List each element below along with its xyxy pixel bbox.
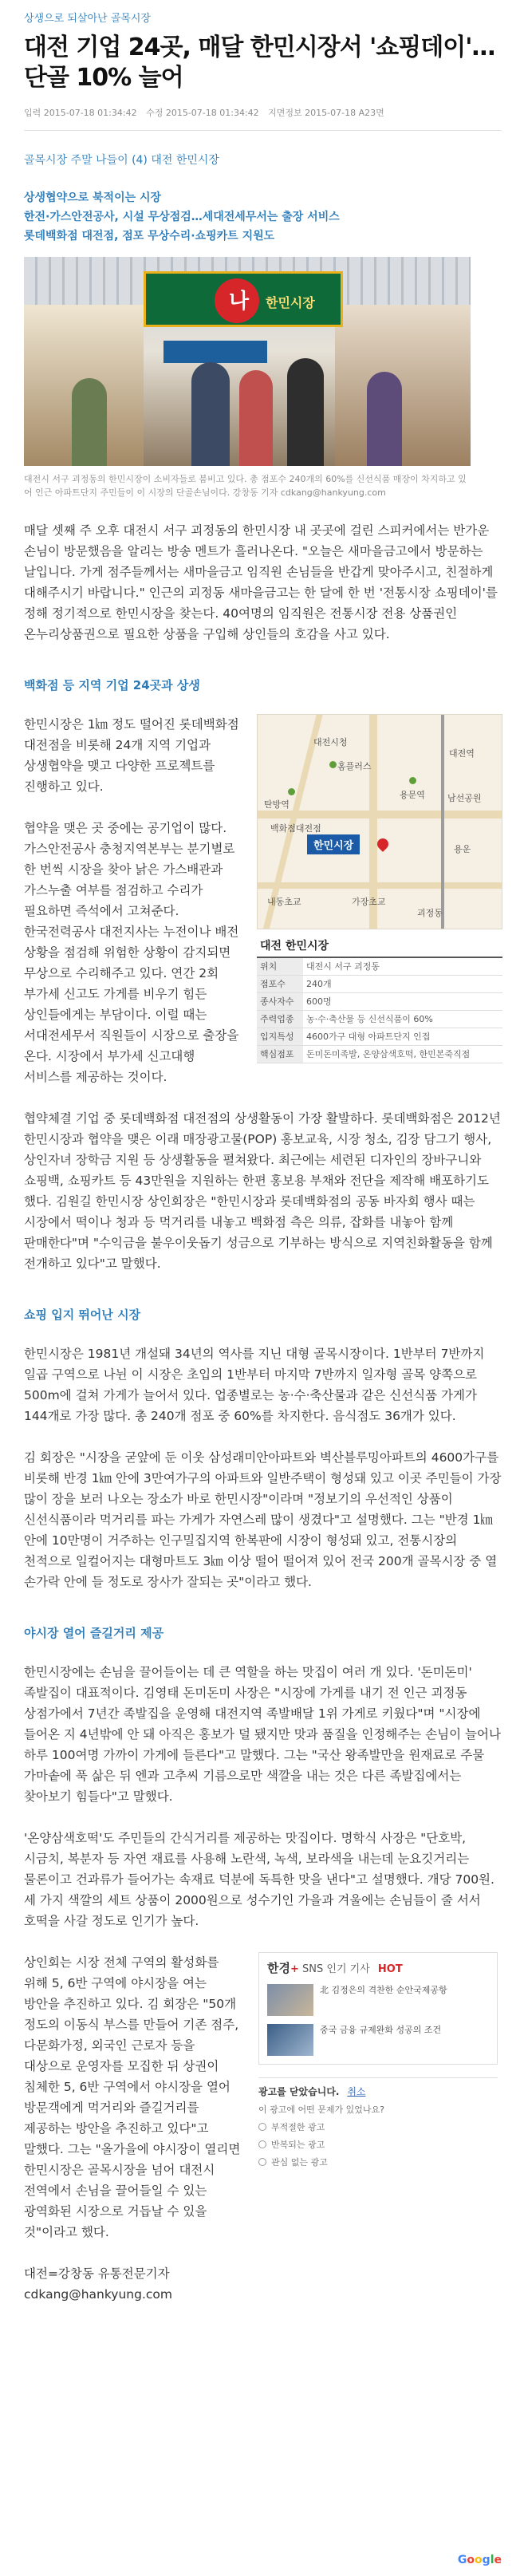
subhead: 상생협약으로 북적이는 시장 (24, 191, 162, 204)
subhead: 한전·가스안전공사, 시설 무상점검…세대전세무서는 출장 서비스 (24, 211, 340, 223)
section-with-sidebar (24, 1952, 502, 2305)
sns-article-item[interactable] (267, 2024, 489, 2056)
paragraph: '온양삼색호떡'도 주민들의 간식거리를 제공하는 맛집이다. 명학식 사장은 "단호박, 시금치, 복분자 등 자연 재료를 사용해 노란색, 녹색, 보라색을 내는데 눈요깃거리는 물론이고 건과류가 들어가는 속재료 덕분에 독특한 맛을 낸다"고 설명했다. 개당 700원. 세 가지 색깔의 세트 상품이 2000원으로 성수기인 가을과 겨울에는 손님들이 줄 서서 호떡을 사갈 정도로 인기가 높다. (24, 1831, 494, 1928)
info-value: 농·수·축산물 등 신선식품이 60% (303, 1011, 502, 1028)
info-value: 4600가구 대형 아파트단지 인접 (303, 1028, 502, 1046)
shopper (72, 378, 107, 466)
location-map[interactable] (257, 714, 502, 929)
logo-letter: l (490, 2554, 494, 2566)
google-logo (458, 2554, 502, 2566)
byline-author: 대전=강창동 유통전문기자 (24, 2266, 170, 2281)
sns-article-title: 北 김정은의 격찬한 순안국제공항 (320, 1985, 447, 1995)
shopper (287, 358, 324, 466)
date-info (24, 106, 502, 131)
sign-char: 나 (229, 290, 250, 314)
info-value: 대전시 서구 괴정동 (303, 958, 502, 976)
paragraph: 한민시장은 1㎞ 정도 떨어진 롯데백화점 대전점을 비롯해 24개 지역 기업과 상생협약을 맺고 다양한 프로젝트를 진행하고 있다. (24, 717, 239, 794)
map-label: 백화점대전점 (270, 823, 321, 834)
info-value: 600명 (303, 993, 502, 1011)
ad-undo-link[interactable]: 취소 (347, 2086, 366, 2097)
table-row (257, 993, 502, 1011)
map-label: 괴정동 (417, 908, 443, 918)
info-table (257, 958, 502, 1063)
headline: 대전 기업 24곳, 매달 한민시장서 '쇼핑데이'…단골 10% 늘어 (24, 34, 495, 92)
logo-letter: g (482, 2554, 491, 2566)
paragraph: 협약체결 기업 중 롯데백화점 대전점의 상생활동이 가장 활발하다. 롯데백화점은 2012년 한민시장과 협약을 맺은 이래 매장광고물(POP) 홍보교육, 시장 청소, 김장 담그기 행사, 상인자녀 장학금 지원 등 상생활동을 펼쳐왔다. 최근에는 세련된 디자인의 장바구니와 쇼핑백, 쇼핑카트 등 43만원을 지원하는 한편 홍보용 부채와 전단을 제작해 배포하기도 했다. 김원길 한민시장 상인회장은 "한민시장과 롯데백화점의 공동 바자회 행사 때는 시장에서 떡이나 청과 등 먹거리를 내놓고 백화점 측은 의류, 잡화를 내놓아 함께 판매한다"며 "수익금을 불우이웃돕기 성금으로 기부하는 방식으로 지역친화활동을 함께 전개하고 있다"고 말했다. (24, 1111, 501, 1271)
table-row (257, 1028, 502, 1046)
map-station (409, 777, 416, 784)
map-label: 탄방역 (264, 799, 290, 810)
byline (24, 2263, 241, 2305)
sns-article-title: 중국 금융 규제완화 성공의 조건 (320, 2025, 442, 2035)
section-heading: 백화점 등 지역 기업 24곳과 상생 (24, 678, 200, 692)
map-station (288, 788, 295, 795)
ad-option-label: 부적절한 광고 (271, 2122, 325, 2132)
section-with-infobox (24, 714, 502, 1087)
logo-letter: o (475, 2554, 483, 2566)
paragraph: 매달 셋째 주 오후 대전시 서구 괴정동의 한민시장 내 곳곳에 걸린 스피커에서는 반가운 손님이 방문했음을 알리는 방송 멘트가 흘러나온다. "오늘은 새마을금고에서 방문하는 날입니다. 가게 점주들께서는 새마을금고 임직원 손님들을 반갑게 맞아주시고, 친절하게 대해주시기 바랍니다." 인근의 괴정동 새마을금고는 한 달에 한 번 '전통시장 쇼핑데이'를 정해 정기적으로 한민시장을 찾는다. 40여명의 임직원은 전통시장 전용 상품권인 온누리상품권으로 필요한 상품을 구입해 상인들의 호감을 사고 있다. (24, 523, 498, 641)
market-infobox (257, 714, 502, 1087)
ad-closed-row (258, 2085, 498, 2098)
map-label: 남선공원 (447, 793, 482, 803)
section-text (24, 1952, 241, 2305)
hot-badge: HOT (377, 1963, 403, 1975)
table-row (257, 958, 502, 976)
logo-letter: o (467, 2554, 475, 2566)
map-label: 내동초교 (267, 897, 301, 907)
sns-popular-box (258, 1952, 498, 2065)
map-rail (441, 715, 444, 929)
table-row (257, 1011, 502, 1028)
location-pin-icon (375, 836, 391, 852)
market-sign (144, 271, 343, 327)
sns-header (267, 1959, 489, 1976)
article-thumbnail (267, 2024, 313, 2056)
ad-option[interactable] (258, 2138, 498, 2151)
paragraph: 한민시장은 1981년 개설돼 34년의 역사를 지닌 대형 골목시장이다. 1반부터 7반까지 일곱 구역으로 나뉜 이 시장은 초입의 1반부터 마지막 7반까지 일자형 골목 양쪽으로 500m에 걸쳐 가게가 늘어서 있다. 업종별로는 농·수·축산물과 같은 신선식품 가게가 144개로 가장 많다. 총 240개 점포 중 60%를 차지한다. 음식점도 36개가 있다. (24, 1347, 485, 1423)
logo-letter: G (457, 2554, 467, 2566)
subheads (24, 188, 502, 246)
info-key: 주력업종 (257, 1011, 303, 1028)
paragraph: 상인회는 시장 전체 구역의 활성화를 위해 5, 6반 구역에 야시장을 여는 방안을 추진하고 있다. 김 회장은 "50개 정도의 이동식 부스를 만들어 기존 점주, 다문화가정, 외국인 근로자 등을 대상으로 운영자를 모집한 뒤 상권이 침체한 5, 6반 구역에서 야시장을 열어 방문객에게 먹거리와 즐길거리를 제공하는 방안을 추진하고 있다"고 말했다. 그는 "올가을에 야시장이 열리면 한민시장은 골목시장을 넘어 대전시 전역에서 손님을 끌어들일 수 있는 광역화된 시장으로 거듭날 수 있을 것"이라고 했다. (24, 1955, 241, 2239)
market-photo[interactable] (24, 257, 471, 466)
shopper (239, 370, 273, 466)
ad-option[interactable] (258, 2156, 498, 2168)
sns-label: SNS 인기 기사 (302, 1963, 370, 1975)
info-key: 핵심점포 (257, 1046, 303, 1063)
info-key: 위치 (257, 958, 303, 976)
series-title: 골목시장 주말 나들이 (4) 대전 한민시장 (24, 154, 219, 167)
shop-right (335, 305, 471, 466)
ad-option[interactable] (258, 2120, 498, 2133)
info-value: 돈미돈미족발, 온양삼색호떡, 한민본죽직점 (303, 1046, 502, 1063)
map-label: 대전역 (449, 748, 475, 759)
shopper (367, 372, 402, 466)
radio-icon[interactable] (258, 2140, 266, 2148)
map-road (258, 882, 502, 889)
map-market-label: 한민시장 (307, 834, 360, 854)
map-label: 용운 (454, 844, 471, 854)
map-station (329, 761, 337, 768)
map-label: 용문역 (400, 790, 425, 800)
map-label: 가장초교 (352, 897, 386, 907)
byline-email[interactable]: cdkang@hankyung.com (24, 2287, 172, 2302)
shopper (191, 362, 230, 466)
paragraph: 협약을 맺은 곳 중에는 공기업이 많다. 가스안전공사 충청지역본부는 분기별로 한 번씩 시장을 찾아 낡은 가스배관과 가스누출 여부를 점검하고 수리가 필요하면 즉석에서 고쳐준다. 한국전력공사 대전지사는 누전이나 배전 상황을 점검해 위험한 상황이 감지되면 무상으로 수리해주고 있다. 연간 2회 부가세 신고도 가게를 비우기 힘든 상인들에게는 부담이다. 이럴 때는 서대전세무서 직원들이 시장으로 출장을 온다. 시장에서 부가세 신고대행 서비스를 제공하는 것이다. (24, 821, 239, 1084)
shop-sign (164, 341, 267, 363)
paper-info: 지면정보 2015-07-18 A23면 (268, 108, 384, 118)
sns-article-item[interactable] (267, 1984, 489, 2016)
ad-closed-message: 광고를 닫았습니다. (258, 2086, 340, 2097)
input-date: 입력 2015-07-18 01:34:42 (24, 108, 137, 118)
paragraph: 김 회장은 "시장을 굳앞에 둔 이웃 삼성래미안아파트와 벽산블루밍아파트의 4600가구를 비롯해 반경 1㎞ 안에 3만여가구의 아파트와 일반주택이 형성돼 있고 이곳 주민들이 가장 많이 장을 보러 나오는 장소가 바로 한민시장"이라며 "정보기의 우선적인 상품이 신선식품이라 먹거리를 파는 가게가 자연스레 많이 생겼다"고 설명했다. 그는 "반경 1㎞ 안에 10만명이 거주하는 인구밀집지역 한복판에 시장이 형성돼 있고, 전통시장의 천적으로 일컬어지는 대형마트도 3㎞ 이상 떨어 떨어져 있어 전국 200개 골목시장 중 열 손가락 안에 들 정도로 장사가 잘되는 곳"이라고 했다. (24, 1450, 502, 1589)
map-label: 홈플러스 (337, 761, 372, 771)
info-key: 종사자수 (257, 993, 303, 1011)
info-key: 점포수 (257, 976, 303, 993)
info-key: 입지특성 (257, 1028, 303, 1046)
ad-option-label: 반복되는 광고 (271, 2140, 325, 2150)
table-row (257, 1046, 502, 1063)
photo-caption: 대전시 서구 괴정동의 한민시장이 소비자들로 붐비고 있다. 총 점포수 240개의 60%를 신선식품 매장이 차지하고 있어 인근 아파트단지 주민들이 이 시장의 단골손님이다. 강창동 기자 cdkang@hankyung.com (24, 474, 467, 498)
paragraph: 한민시장에는 손님을 끌어들이는 데 큰 역할을 하는 맛집이 여러 개 있다. '돈미돈미' 족발집이 대표적이다. 김영태 돈미돈미 사장은 "시장에 가게를 내기 전 인근 괴정동 상점가에서 7년간 족발집을 운영해 대전지역 족발배달 1위 가게로 키웠다"며 "시장에 들어온 지 4년밖에 안 돼 아직은 홍보가 덜 됐지만 맛과 품질을 인정해주는 손님이 늘어나 하루 100여명 가까이 가게에 들른다"고 말했다. 그는 "국산 왕족발만을 원재료로 주물 가마솥에 푹 삶은 뒤 엔과 고추씨 기름으로만 색깔을 내는 것은 다른 족발집에서는 찾아보기 힘들다"고 말했다. (24, 1665, 501, 1804)
logo-letter: e (494, 2554, 502, 2566)
section-heading: 쇼핑 입지 뛰어난 시장 (24, 1308, 141, 1322)
sign-text: 한민시장 (266, 295, 315, 310)
radio-icon[interactable] (258, 2123, 266, 2131)
article-thumbnail (267, 1984, 313, 2016)
closed-ad-panel (258, 2077, 498, 2168)
modified-date: 수정 2015-07-18 01:34:42 (146, 108, 259, 118)
ad-question: 이 광고에 어떤 문제가 있었나요? (258, 2105, 384, 2115)
ad-option-label: 관심 없는 광고 (271, 2157, 328, 2168)
infobox-title: 대전 한민시장 (257, 934, 502, 958)
sidebar (258, 1952, 498, 2305)
table-row (257, 976, 502, 993)
plus-icon: + (290, 1963, 299, 1975)
info-value: 240개 (303, 976, 502, 993)
brand-logo: 한경 (267, 1961, 290, 1975)
map-label: 대전시청 (313, 737, 348, 748)
section-text (24, 714, 239, 1087)
section-heading: 야시장 열어 즐길거리 제공 (24, 1626, 164, 1640)
subhead: 롯데백화점 대전점, 점포 무상수리·쇼핑카트 지원도 (24, 230, 275, 243)
series-label[interactable]: 상생으로 되살아난 골목시장 (24, 13, 151, 25)
radio-icon[interactable] (258, 2158, 266, 2166)
